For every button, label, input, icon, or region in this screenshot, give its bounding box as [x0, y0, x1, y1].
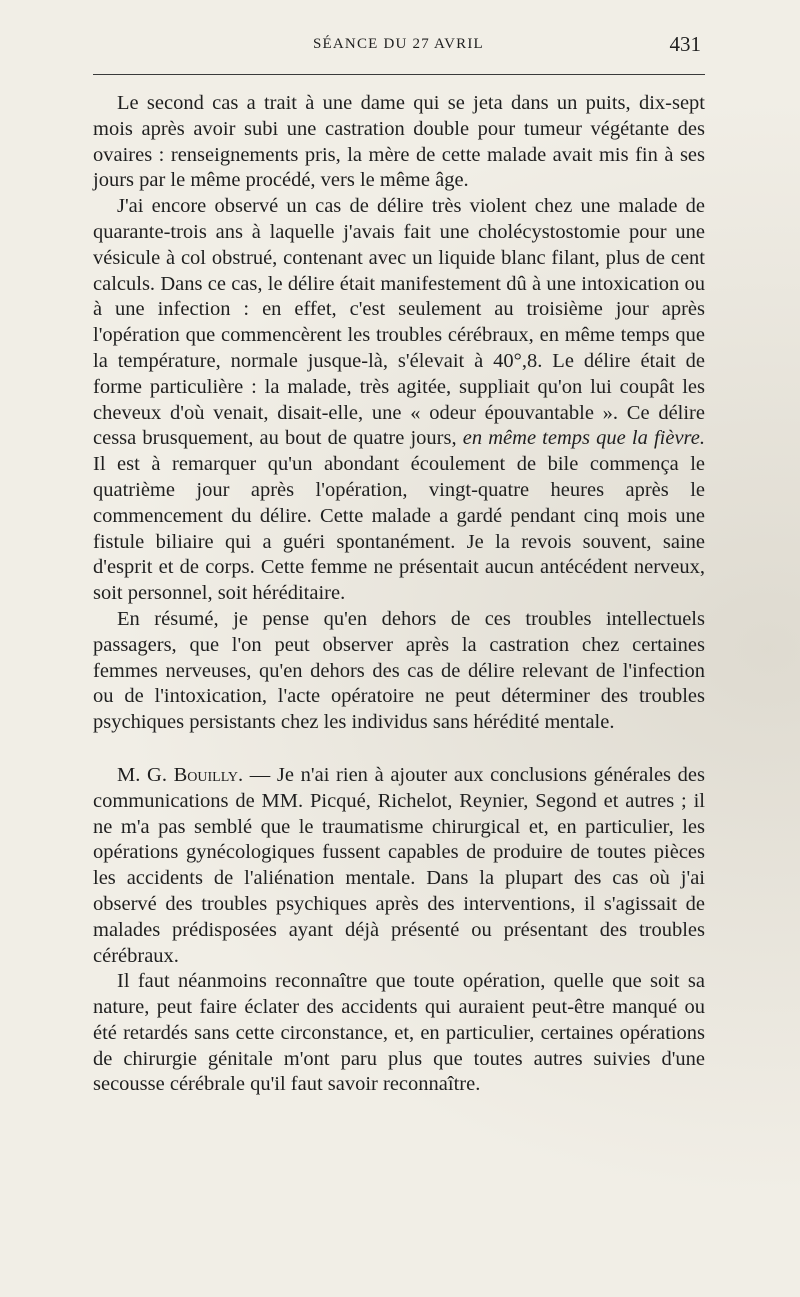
paragraph-bouilly: [93, 763, 705, 969]
page-header: [93, 32, 705, 58]
italic-emphasis: en même temps que la fièvre.: [462, 427, 706, 450]
paragraph-bouilly-text: — Je n'ai rien à ajouter aux conclusions générales des communications de MM. Picqué, Richelot, Reynier, Segond et autres ; il ne m'a pas semblé que le traumatisme chirurgical et, en particulier, les opérations gynécologiques fussent capables de produire de toutes pièces les accidents de l'aliénation mentale. Dans la plupart des cas où j'ai observé des troubles psychiques après des interventions, il s'agissait de malades prédisposées ayant déjà présenté ou présentant des troubles cérébraux.: [93, 763, 705, 967]
running-title: SÉANCE DU 27 AVRIL: [313, 36, 484, 52]
speaker-name: M. G. Bouilly.: [117, 763, 244, 786]
paragraph-delirium-case: [93, 194, 705, 607]
body-text: [93, 91, 705, 1098]
paragraph-conclusion: Il faut néanmoins reconnaître que toute opération, quelle que soit sa nature, peut faire éclater des accidents qui auraient peut-être manqué ou été retardés sans cette circonstance, et, en particulier, certaines opérations de chirurgie génitale m'ont paru plus que toutes autres suivies d'une secousse cérébrale qu'il faut savoir reconnaître.: [93, 970, 705, 1096]
paragraph-delirium-continuation: Il est à remarquer qu'un abondant écoulement de bile commença le quatrième jour après l'opération, vingt-quatre heures après le commencement du délire. Cette malade a gardé pendant cinq mois une fistule biliaire qui a guéri spontanément. Je la revois souvent, saine d'esprit et de corps. Cette femme ne présentait aucun antécédent nerveux, soit personnel, soit héréditaire.: [93, 453, 705, 605]
header-rule: [93, 74, 705, 75]
paragraph-delirium-text: J'ai encore observé un cas de délire très violent chez une malade de quarante-trois ans à laquelle j'avais fait une cholécystostomie pour une vésicule à col obstrué, contenant avec un liquide blanc filant, plus de cent calculs. Dans ce cas, le délire était manifestement dû à une intoxication ou à une infection : en effet, c'est seulement au troisième jour après l'opération que commencèrent les troubles cérébraux, en même temps que la température, normale jusque-là, s'élevait à 40°,8. Le délire était de forme particulière : la malade, très agitée, suppliait qu'on lui coupât les cheveux d'où venait, disait-elle, une « odeur épouvantable ». Ce délire cessa brusquement, au bout de quatre jours,: [93, 195, 705, 450]
paragraph-second-case: Le second cas a trait à une dame qui se jeta dans un puits, dix-sept mois après avoir subi une castration double pour tumeur végétante des ovaires : renseignements pris, la mère de cette malade avait mis fin à ses jours par le même procédé, vers le même âge.: [93, 92, 705, 192]
paragraph-summary: En résumé, je pense qu'en dehors de ces troubles intellectuels passagers, que l'on peut observer après la castration chez certaines femmes nerveuses, qu'en dehors des cas de délire relevant de l'infection ou de l'intoxication, l'acte opératoire ne peut déterminer des troubles psychiques persistants chez les individus sans hérédité mentale.: [93, 607, 705, 734]
page-number: 431: [669, 32, 701, 56]
